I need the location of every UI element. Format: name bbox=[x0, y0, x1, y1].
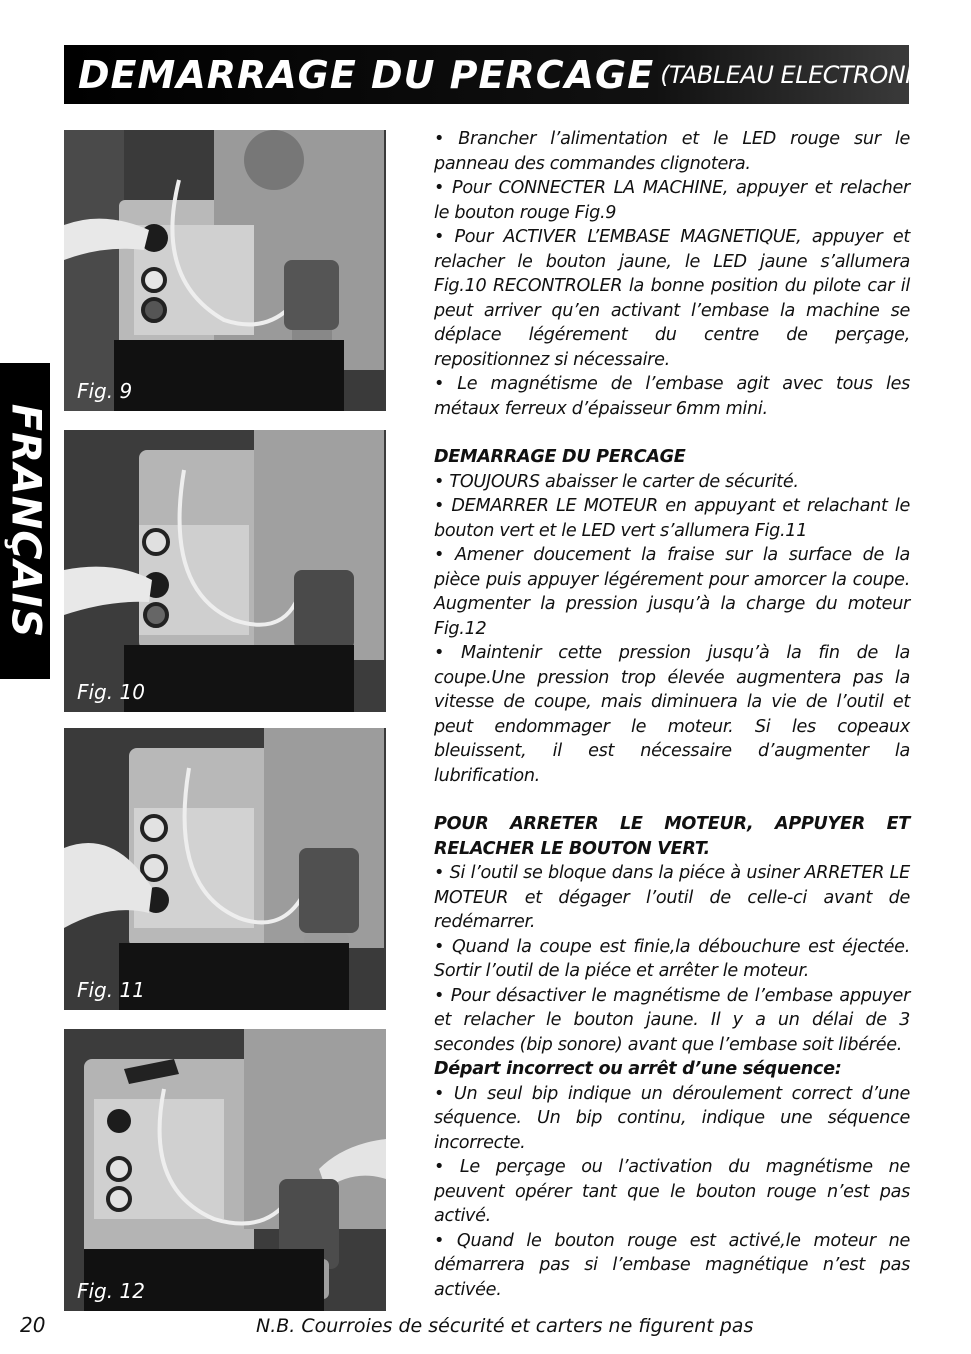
figure-label: Fig. 11 bbox=[77, 978, 145, 1002]
paragraph: • DEMARRER LE MOTEUR en appuyant et relachant le bouton vert et le LED vert s’allumera Fig.11 bbox=[434, 496, 910, 541]
drill-photo-image bbox=[64, 130, 386, 411]
instructions-text bbox=[434, 127, 910, 1302]
section-heading: DEMARRAGE DU PERCAGE bbox=[434, 447, 686, 467]
paragraph: • Brancher l’alimentation et le LED rouge sur le panneau des commandes clignotera. bbox=[434, 129, 910, 174]
language-tab bbox=[0, 363, 50, 679]
paragraph: • Quand la coupe est finie,la débouchure est éjectée. Sortir l’outil de la piéce et arrêter le moteur. bbox=[434, 936, 910, 981]
paragraph: • Maintenir cette pression jusqu’à la fin de la coupe.Une pression trop élevée augmentera pas la vitesse de coupe, mais diminuera la vie de l’outil et peut endommager le moteur. Si les copeaux bleuissent, il est nécessaire d’augmenter la lubrification. bbox=[434, 643, 910, 786]
figure-label: Fig. 9 bbox=[77, 379, 133, 403]
figure-12-photo bbox=[64, 1029, 386, 1311]
page-title-bar bbox=[64, 45, 971, 104]
paragraph: • Le perçage ou l’activation du magnétisme ne peuvent opérer tant que le bouton rouge n’est pas activé. bbox=[434, 1157, 910, 1226]
page-title: DEMARRAGE DU PERCAGE bbox=[78, 52, 655, 97]
footer-note: N.B. Courroies de sécurité et carters ne figurent pas bbox=[256, 1315, 754, 1337]
section-heading: Départ incorrect ou arrêt d’une séquence: bbox=[434, 1059, 842, 1079]
drill-photo-image bbox=[64, 430, 386, 712]
paragraph: • Le magnétisme de l’embase agit avec tous les métaux ferreux d’épaisseur 6mm mini. bbox=[434, 374, 910, 419]
drill-photo-image bbox=[64, 1029, 386, 1311]
paragraph: • Pour désactiver le magnétisme de l’embase appuyer et relacher le bouton jaune. Il y a un délai de 3 secondes (bip sonore) avant que l’embase soit libérée. bbox=[434, 985, 910, 1055]
paragraph: • Pour CONNECTER LA MACHINE, appuyer et relacher le bouton rouge Fig.9 bbox=[434, 178, 910, 223]
paragraph: • Un seul bip indique un déroulement correct d’une séquence. Un bip continu, indique une séquence incorrecte. bbox=[434, 1083, 910, 1153]
figure-11-photo bbox=[64, 728, 386, 1010]
paragraph: • Si l’outil se bloque dans la piéce à usiner ARRETER LE MOTEUR et dégager l’outil de celle-ci avant de redémarrer. bbox=[434, 863, 910, 932]
figure-label: Fig. 12 bbox=[77, 1279, 145, 1303]
paragraph: • TOUJOURS abaisser le carter de sécurité. bbox=[434, 471, 799, 492]
figure-9-photo bbox=[64, 130, 386, 411]
section-heading: POUR ARRETER LE MOTEUR, APPUYER ET RELACHER LE BOUTON VERT. bbox=[434, 814, 910, 859]
paragraph: • Pour ACTIVER L’EMBASE MAGNETIQUE, appuyer et relacher le bouton jaune, le LED jaune s’allumera Fig.10 RECONTROLER la bonne position du pilote car il peut arriver qu’en activant l’embase la machine se déplace légérement du centre de perçage, repositionnez si nécessaire. bbox=[434, 227, 910, 370]
paragraph: • Quand le bouton rouge est activé,le moteur ne démarrera pas si l’embase magnétique n’est pas activée. bbox=[434, 1230, 910, 1300]
page-subtitle: (TABLEAU ELECTRONIQUE) bbox=[660, 60, 971, 89]
figure-label: Fig. 10 bbox=[77, 680, 145, 704]
language-tab-label: FRANÇAIS bbox=[2, 403, 48, 639]
paragraph: • Amener doucement la fraise sur la surface de la pièce puis appuyer légérement pour amorcer la coupe. Augmenter la pression jusqu’à la charge du moteur Fig.12 bbox=[434, 545, 910, 639]
page-number: 20 bbox=[20, 1313, 46, 1337]
drill-photo-image bbox=[64, 728, 386, 1010]
figure-10-photo bbox=[64, 430, 386, 712]
